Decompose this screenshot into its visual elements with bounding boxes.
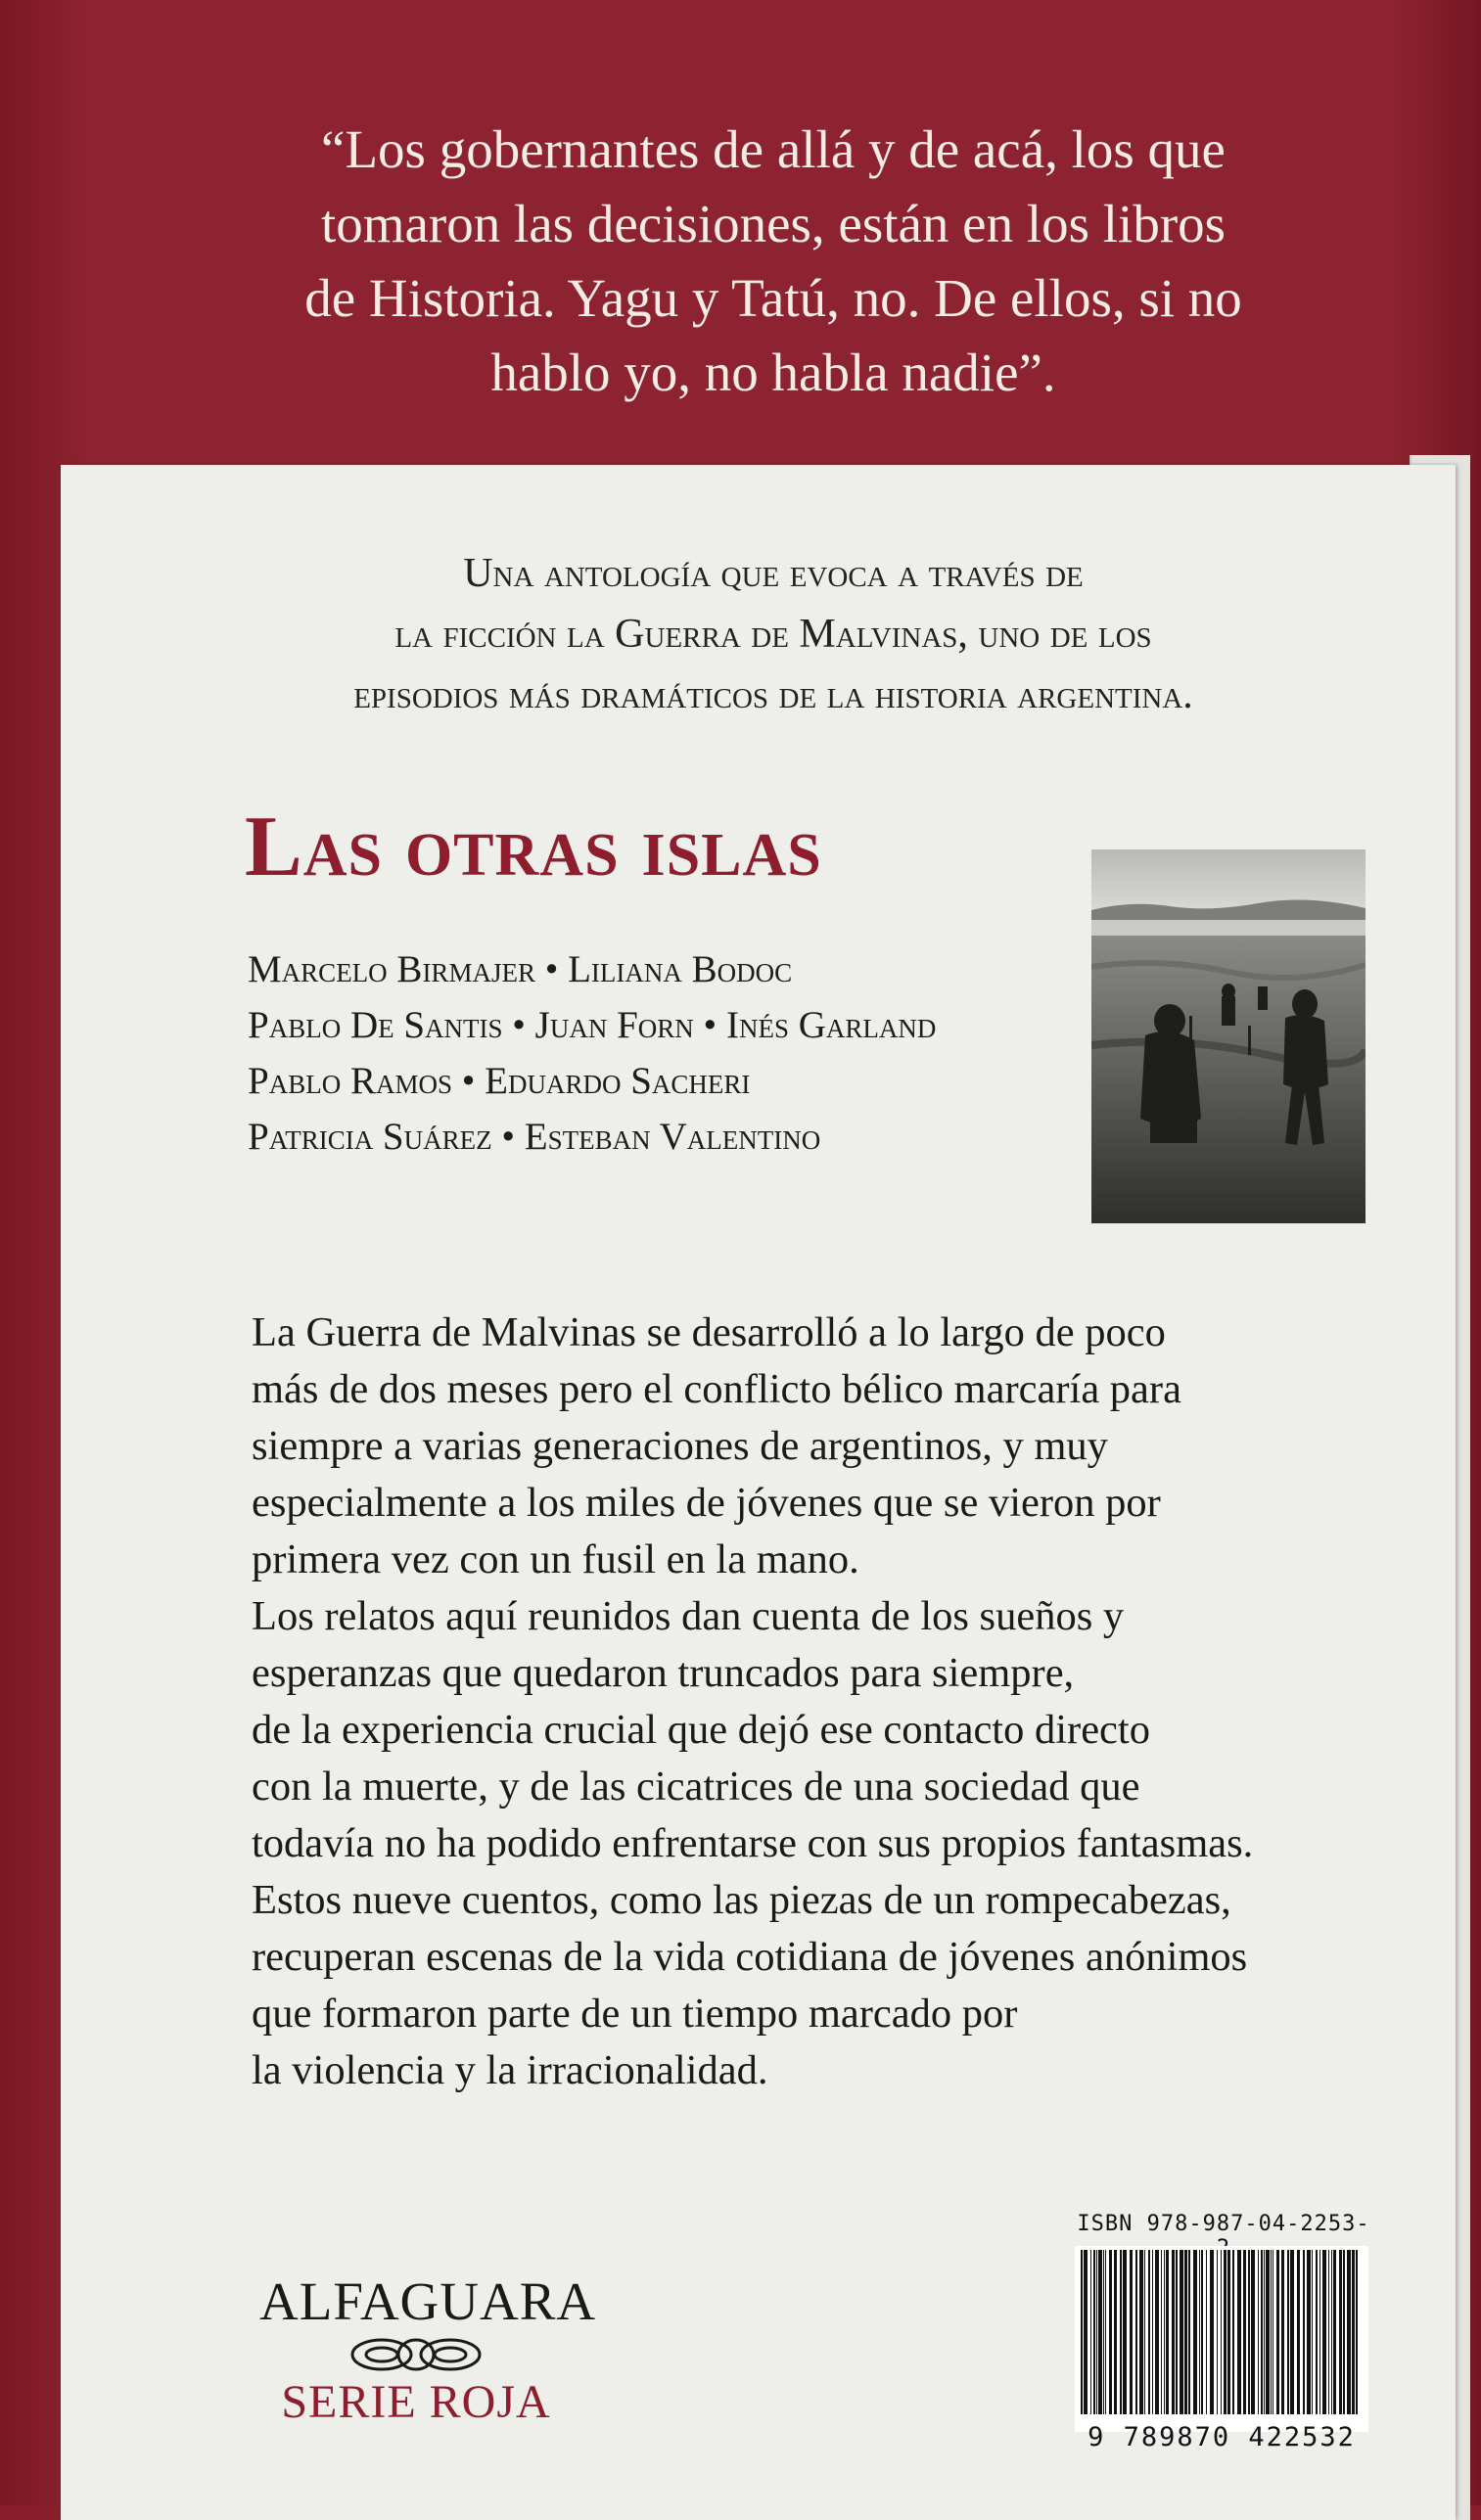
barcode-bar — [1258, 2250, 1259, 2414]
barcode-bar — [1347, 2250, 1351, 2414]
barcode-bar — [1155, 2250, 1159, 2414]
book-description: La Guerra de Malvinas se desarrolló a lo largo de poco más de dos meses pero el conflicto bélico marcaría para siempre a varias generaciones de argentinos, y muy especialmente a los miles de jóvenes que se vieron por primera vez con un fusil en la mano. Los relatos aquí reunidos dan cuenta de los sueños y esperanzas que quedaron truncados para siempre, de la experiencia crucial que dejó ese contacto directo con la muerte, y de las cicatrices de una sociedad que todavía no ha podido enfrentarse con sus propios fantasmas. Estos nueve cuentos, como las piezas de un rompecabezas, recuperan escenas de la vida cotidiana de jóvenes anónimos que formaron parte de un tiempo marcado por la violencia y la irracionalidad. — [252, 1309, 1254, 2093]
barcode-bar — [1139, 2250, 1143, 2414]
barcode-bar — [1221, 2250, 1222, 2414]
barcode-bar — [1319, 2250, 1320, 2414]
barcode-bar — [1333, 2250, 1336, 2414]
barcode-bar — [1248, 2250, 1250, 2414]
barcode-bar — [1180, 2250, 1183, 2414]
barcode-bar — [1264, 2250, 1265, 2414]
barcode-bar — [1237, 2250, 1241, 2414]
barcode-bar — [1201, 2250, 1203, 2414]
barcode-bar — [1184, 2250, 1187, 2414]
publisher-name: ALFAGUARA — [259, 2271, 597, 2331]
barcode-bar — [1105, 2250, 1106, 2414]
barcode-bar — [1227, 2250, 1230, 2414]
barcode-bar — [1199, 2250, 1200, 2414]
barcode-bars — [1075, 2246, 1368, 2417]
photo-image — [1091, 849, 1365, 1223]
barcode-bar — [1261, 2250, 1263, 2414]
barcode-bar — [1135, 2250, 1137, 2414]
publisher-logo — [259, 2270, 597, 2429]
barcode-bar — [1352, 2250, 1355, 2414]
barcode-bar — [1232, 2250, 1234, 2414]
barcode-bar — [1096, 2250, 1097, 2414]
barcode-bar — [1281, 2250, 1284, 2414]
barcode-bar — [1343, 2250, 1345, 2414]
barcode-bar — [1152, 2250, 1153, 2414]
barcode-bar — [1297, 2250, 1300, 2414]
barcode-bar — [1144, 2250, 1145, 2414]
barcode-bar — [1316, 2250, 1318, 2414]
tagline: Una antología que evoca a través de la ficción la Guerra de Malvinas, uno de los episodios más dramáticos de la historia argentina. — [353, 551, 1193, 717]
barcode-bar — [1271, 2250, 1272, 2414]
barcode-bar — [1224, 2250, 1226, 2414]
barcode-number: 9 789870 422532 — [1088, 2422, 1356, 2452]
book-title: Las otras islas — [245, 800, 822, 894]
barcode-bar — [1287, 2250, 1289, 2414]
barcode-bar — [1103, 2250, 1104, 2414]
barcode-bar — [1098, 2250, 1102, 2414]
barcode-bar — [1114, 2250, 1117, 2414]
barcode-bar — [1303, 2250, 1305, 2414]
barcode-bar — [1084, 2250, 1088, 2414]
barcode-bar — [1356, 2250, 1358, 2414]
barcode-bar — [1206, 2250, 1207, 2414]
barcode-bar — [1123, 2250, 1127, 2414]
cover-quote: “Los gobernantes de allá y de acá, los que tomaron las decisiones, están en los libros de Historia. Yagu y Tatú, no. De ellos, si no hablo yo, no habla nadie”. — [304, 119, 1242, 402]
alfaguara-knot-icon — [343, 2332, 489, 2377]
author-line: Patricia Suárez • Esteban Valentino — [248, 1116, 821, 1158]
barcode-bar — [1161, 2250, 1162, 2414]
author-line: Marcelo Birmajer • Liliana Bodoc — [248, 948, 793, 990]
barcode-bar — [1217, 2250, 1218, 2414]
barcode-bar — [1290, 2250, 1294, 2414]
barcode-bar — [1176, 2250, 1178, 2414]
barcode-bar — [1322, 2250, 1326, 2414]
barcode-bar — [1172, 2250, 1175, 2414]
barcode-bar — [1188, 2250, 1190, 2414]
author-line: Pablo De Santis • Juan Forn • Inés Garland — [248, 1004, 937, 1046]
barcode-bar — [1166, 2250, 1169, 2414]
barcode-bar — [1164, 2250, 1165, 2414]
barcode-bar — [1328, 2250, 1329, 2414]
soldiers-photo — [1091, 849, 1365, 1223]
barcode-bar — [1120, 2250, 1122, 2414]
barcode-bar — [1266, 2250, 1270, 2414]
barcode-bar — [1109, 2250, 1112, 2414]
isbn-label: ISBN 978-987-04-2253- — [1077, 2212, 1370, 2236]
barcode-bar — [1339, 2250, 1342, 2414]
author-list — [248, 941, 1109, 1165]
barcode-bar — [1331, 2250, 1332, 2414]
barcode-icon — [1075, 2246, 1368, 2432]
barcode-bar — [1210, 2250, 1214, 2414]
barcode-bar — [1090, 2250, 1091, 2414]
barcode-bar — [1093, 2250, 1095, 2414]
barcode-bar — [1243, 2250, 1246, 2414]
barcode-bar — [1251, 2250, 1255, 2414]
barcode-bar — [1148, 2250, 1150, 2414]
author-line: Pablo Ramos • Eduardo Sacheri — [248, 1060, 751, 1102]
barcode-bar — [1081, 2250, 1083, 2414]
barcode-bar — [1130, 2250, 1133, 2414]
barcode-bar — [1193, 2250, 1197, 2414]
barcode-bar — [1307, 2250, 1311, 2414]
series-name: SERIE ROJA — [281, 2376, 551, 2428]
barcode-bar — [1312, 2250, 1313, 2414]
barcode-bar — [1276, 2250, 1279, 2414]
